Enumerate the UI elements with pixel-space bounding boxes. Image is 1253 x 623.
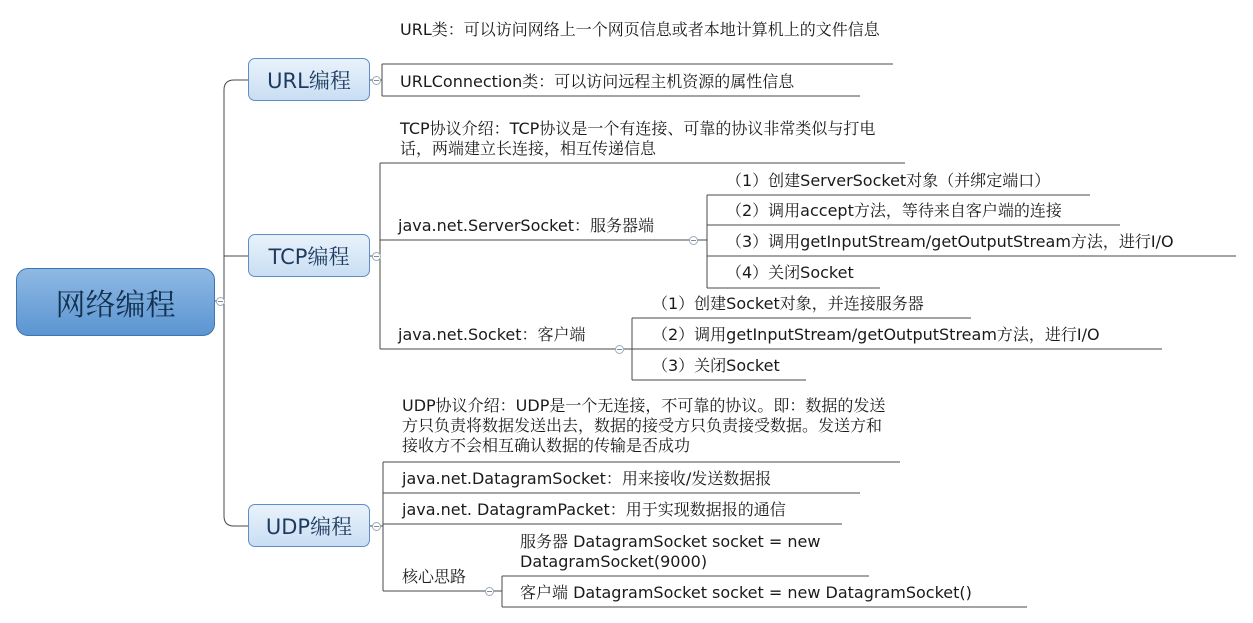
client-step-3[interactable]: （3）关闭Socket [652, 356, 780, 375]
client-step-1[interactable]: （1）创建Socket对象，并连接服务器 [652, 294, 924, 313]
server-step-3[interactable]: （3）调用getInputStream/getOutputStream方法，进行I/O [726, 232, 1174, 251]
serversocket-topic[interactable]: java.net.ServerSocket：服务器端 [398, 216, 654, 235]
datagramsocket-topic[interactable]: java.net.DatagramSocket：用来接收/发送数据报 [402, 469, 772, 488]
datagrampacket-topic[interactable]: java.net. DatagramPacket：用于实现数据报的通信 [402, 500, 786, 519]
root-collapse-icon[interactable] [216, 297, 225, 306]
branch-udp-label: UDP编程 [265, 514, 353, 539]
core-idea-topic[interactable]: 核心思路 [402, 567, 467, 586]
root-node[interactable] [16, 268, 215, 336]
udp-server-code-topic[interactable]: 服务器 DatagramSocket socket = new DatagramSocket(9000) [520, 532, 821, 571]
udp-client-code-topic[interactable]: 客户端 DatagramSocket socket = new DatagramSocket() [520, 583, 972, 602]
core-idea-collapse-icon[interactable] [485, 587, 494, 596]
url-collapse-icon[interactable] [372, 76, 381, 85]
server-step-2[interactable]: （2）调用accept方法，等待来自客户端的连接 [726, 201, 1062, 220]
udp-intro-topic[interactable]: UDP协议介绍：UDP是一个无连接，不可靠的协议。即：数据的发送方只负责将数据发送出去，数据的接受方只负责接受数据。发送方和接收方不会相互确认数据的传输是否成功 [402, 396, 886, 455]
udp-collapse-icon[interactable] [372, 522, 381, 531]
branch-tcp[interactable] [248, 234, 370, 277]
server-step-4[interactable]: （4）关闭Socket [726, 263, 854, 282]
socket-collapse-icon[interactable] [615, 345, 624, 354]
branch-url-label: URL编程 [267, 68, 351, 93]
branch-tcp-label: TCP编程 [268, 244, 350, 269]
client-step-2[interactable]: （2）调用getInputStream/getOutputStream方法，进行I/O [652, 325, 1100, 344]
tcp-intro-topic[interactable]: TCP协议介绍：TCP协议是一个有连接、可靠的协议非常类似与打电话，两端建立长连接，相互传递信息 [400, 119, 876, 158]
tcp-collapse-icon[interactable] [372, 252, 381, 261]
root-label: 网络编程 [55, 288, 176, 323]
url-class-topic[interactable]: URL类：可以访问网络上一个网页信息或者本地计算机上的文件信息 [400, 20, 880, 39]
serversocket-collapse-icon[interactable] [689, 236, 698, 245]
branch-udp[interactable] [248, 504, 370, 547]
socket-topic[interactable]: java.net.Socket：客户端 [398, 325, 586, 344]
branch-url[interactable] [248, 58, 370, 101]
urlconnection-topic[interactable]: URLConnection类：可以访问远程主机资源的属性信息 [400, 72, 795, 91]
server-step-1[interactable]: （1）创建ServerSocket对象（并绑定端口） [726, 171, 1051, 190]
